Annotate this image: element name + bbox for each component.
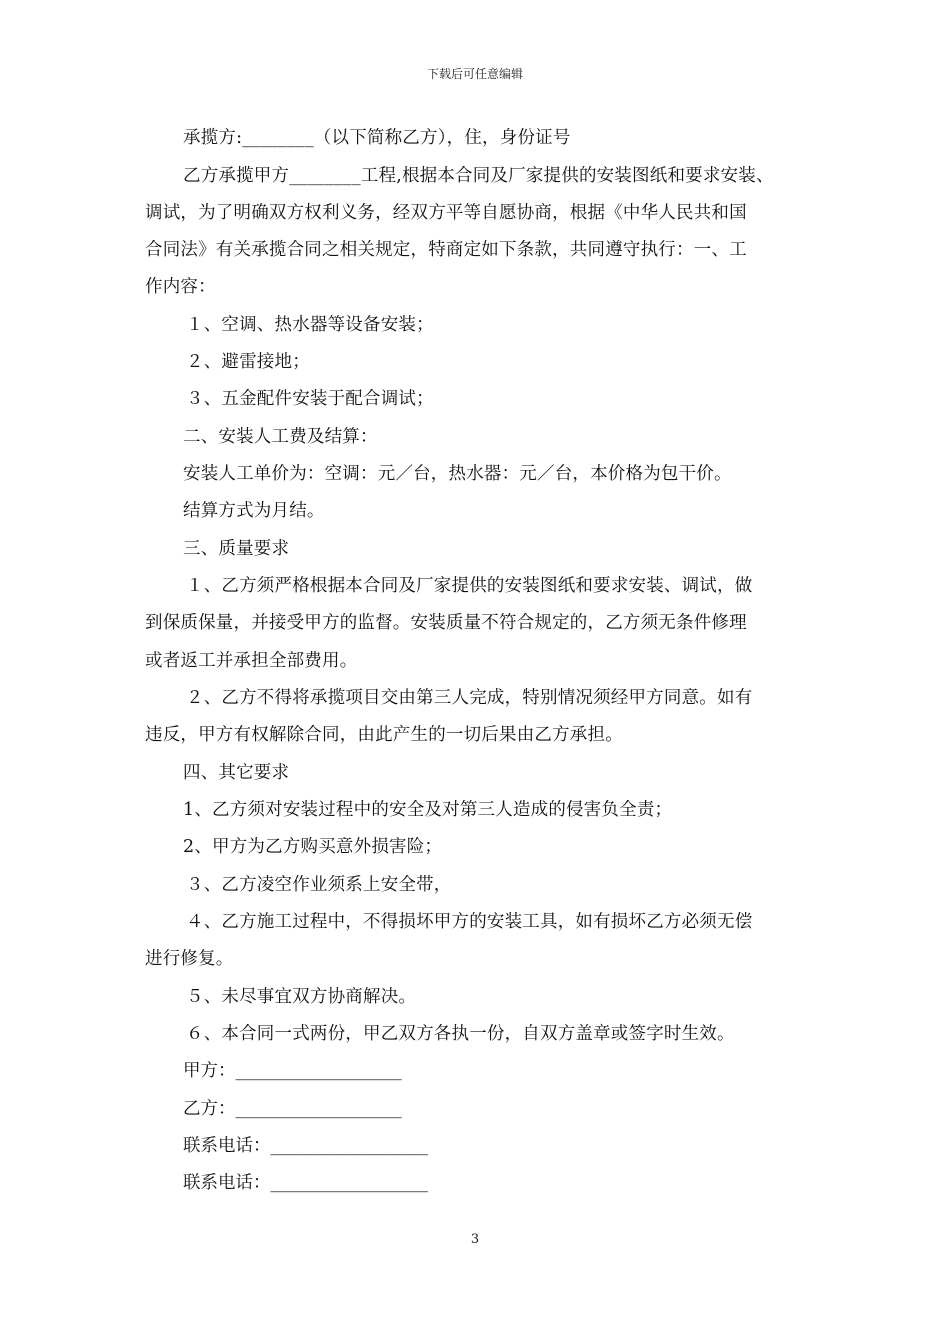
party-a-signature-line: 甲方：___________________ xyxy=(183,1061,402,1081)
other-item-5: ５、未尽事宜双方协商解决。 xyxy=(186,987,417,1007)
other-item-4-line-2: 进行修复。 xyxy=(145,949,234,969)
contract-line-3: 调试，为了明确双方权利义务，经双方平等自愿协商，根据《中华人民共和国 xyxy=(145,203,747,223)
other-item-4-line-1: ４、乙方施工过程中，不得损坏甲方的安装工具，如有损坏乙方必须无偿 xyxy=(186,912,753,932)
other-item-1: 1、乙方须对安装过程中的安全及对第三人造成的侵害负全责； xyxy=(183,800,673,820)
other-item-2: 2、甲方为乙方购买意外损害险； xyxy=(183,837,443,857)
page-number: 3 xyxy=(470,1232,480,1247)
header-note: 下载后可任意编辑 xyxy=(426,67,523,81)
quality-item-2-line-1: ２、乙方不得将承揽项目交由第三人完成，特别情况须经甲方同意。如有 xyxy=(186,688,753,708)
work-item-3: ３、五金配件安装于配合调试； xyxy=(186,389,434,409)
quality-item-1-line-1: １、乙方须严格根据本合同及厂家提供的安装图纸和要求安装、调试，做 xyxy=(186,576,753,596)
contract-line-2: 乙方承揽甲方________工程,根据本合同及厂家提供的安装图纸和要求安装、 xyxy=(183,166,774,186)
other-item-3: ３、乙方凌空作业须系上安全带， xyxy=(186,875,452,895)
party-b-signature-line: 乙方：___________________ xyxy=(183,1099,402,1119)
contact-phone-line-2: 联系电话：__________________ xyxy=(183,1173,428,1193)
labor-price-line: 安装人工单价为：空调：元／台，热水器：元／台，本价格为包干价。 xyxy=(183,464,732,484)
section-heading-4: 四、其它要求 xyxy=(183,763,290,783)
quality-item-1-line-2: 到保质保量，并接受甲方的监督。安装质量不符合规定的，乙方须无条件修理 xyxy=(145,613,747,633)
contract-line-4: 合同法》有关承揽合同之相关规定，特商定如下条款，共同遵守执行：一、工 xyxy=(145,240,747,260)
contact-phone-line-1: 联系电话：__________________ xyxy=(183,1136,428,1156)
work-item-2: ２、避雷接地； xyxy=(186,352,310,372)
section-heading-2: 二、安装人工费及结算： xyxy=(183,427,378,447)
quality-item-2-line-2: 违反，甲方有权解除合同，由此产生的一切后果由乙方承担。 xyxy=(145,725,623,745)
other-item-6: ６、本合同一式两份，甲乙双方各执一份，自双方盖章或签字时生效。 xyxy=(186,1024,735,1044)
contract-line-1: 承揽方:________（以下简称乙方），住，身份证号 xyxy=(183,128,571,148)
quality-item-1-line-3: 或者返工并承担全部费用。 xyxy=(145,651,358,671)
section-heading-3: 三、质量要求 xyxy=(183,539,290,559)
work-item-1: １、空调、热水器等设备安装； xyxy=(186,315,434,335)
contract-line-5: 作内容： xyxy=(145,277,216,297)
settlement-line: 结算方式为月结。 xyxy=(183,501,325,521)
